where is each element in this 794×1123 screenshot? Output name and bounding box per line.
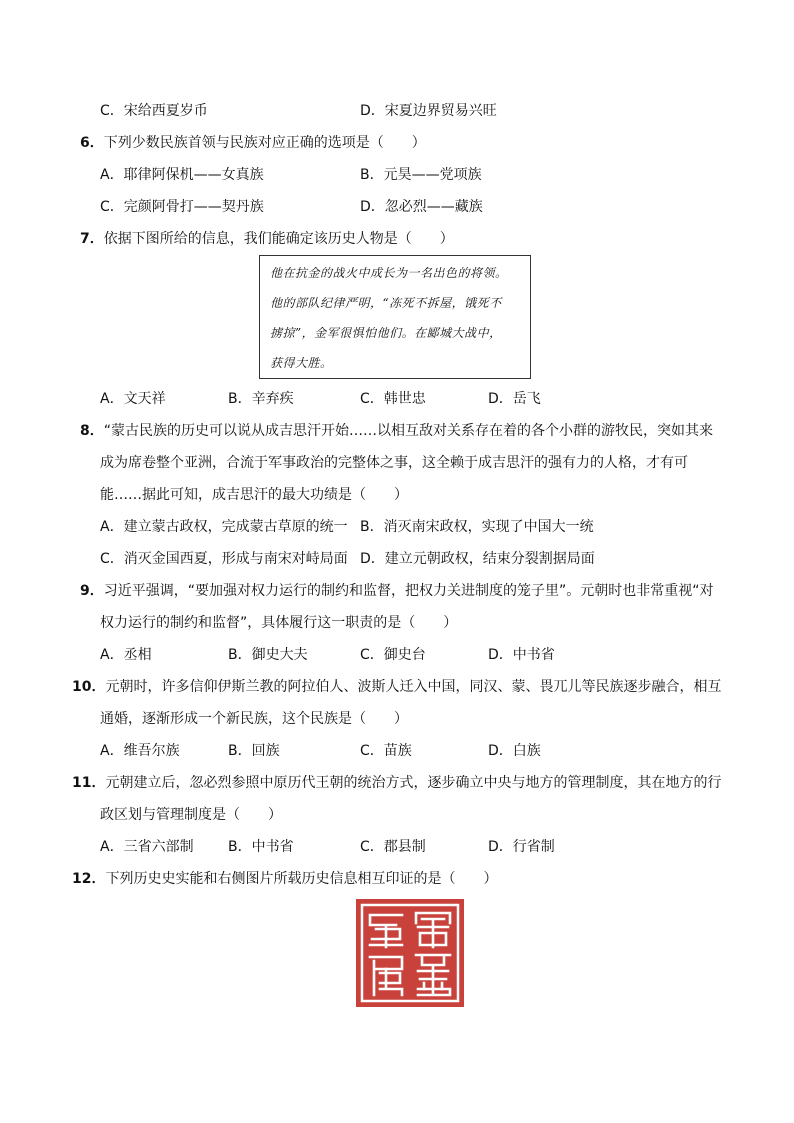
q7-option-b: B．辛弃疾 bbox=[228, 391, 294, 407]
q9-stem-line2: 权力运行的制约和监督”，具体履行这一职责的是（ ） bbox=[100, 615, 458, 631]
q10-option-d: D．白族 bbox=[488, 743, 541, 759]
q11-stem-line2: 政区划与管理制度是（ ） bbox=[100, 807, 282, 823]
q8-option-a: A．建立蒙古政权，完成蒙古草原的统一 bbox=[100, 519, 348, 535]
q8-option-b: B．消灭南宋政权，实现了中国大一统 bbox=[360, 519, 594, 535]
q11-option-a: A．三省六部制 bbox=[100, 839, 194, 855]
q9-option-d: D．中书省 bbox=[488, 647, 555, 663]
q8-stem-line3: 能……据此可知，成吉思汗的最大功绩是（ ） bbox=[100, 487, 408, 503]
q7-quote-box bbox=[259, 255, 531, 379]
q7-text: 依据下图所给的信息，我们能确定该历史人物是（ ） bbox=[103, 231, 454, 247]
q7-option-d: D．岳飞 bbox=[488, 391, 541, 407]
q12-number: 12． bbox=[72, 871, 106, 887]
q6-number: 6． bbox=[80, 135, 104, 151]
q7-option-a: A．文天祥 bbox=[100, 391, 166, 407]
q6-option-d: D．忽必烈——藏族 bbox=[360, 199, 483, 215]
q9-stem-line1 bbox=[80, 581, 714, 601]
q11-option-b: B．中书省 bbox=[228, 839, 294, 855]
q11-option-d: D．行省制 bbox=[488, 839, 555, 855]
q8-stem-line1 bbox=[80, 421, 713, 441]
q7-quote-line: 掳掠”，金军很惧怕他们。在郾城大战中， bbox=[270, 326, 502, 340]
q7-quote-line: 他的部队纪律严明，“冻死不拆屋，饿死不 bbox=[270, 296, 502, 310]
q8-option-c: C．消灭金国西夏，形成与南宋对峙局面 bbox=[100, 551, 348, 567]
q10-option-c: C．苗族 bbox=[360, 743, 412, 759]
q6-option-a: A．耶律阿保机——女真族 bbox=[100, 167, 264, 183]
q6-stem bbox=[80, 133, 426, 153]
q11-option-c: C．郡县制 bbox=[360, 839, 426, 855]
q9-text: 习近平强调，“要加强对权力运行的制约和监督，把权力关进制度的笼子里”。元朝时也非常重视“对 bbox=[103, 583, 714, 599]
q8-number: 8． bbox=[80, 423, 104, 439]
q6-option-b: B．元昊——党项族 bbox=[360, 167, 482, 183]
q10-option-a: A．维吾尔族 bbox=[100, 743, 180, 759]
q5-option-c: C．宋给西夏岁币 bbox=[100, 103, 208, 119]
q9-number: 9． bbox=[80, 583, 104, 599]
q7-option-c: C．韩世忠 bbox=[360, 391, 426, 407]
q8-text: “蒙古民族的历史可以说从成吉思汗开始……以相互敌对关系存在着的各个小群的游牧民，突如其来 bbox=[103, 423, 714, 439]
q7-quote-line: 他在抗金的战火中成长为一名出色的将领。 bbox=[270, 266, 508, 280]
q8-option-d: D．建立元朝政权，结束分裂割据局面 bbox=[360, 551, 595, 567]
q10-number: 10． bbox=[72, 679, 106, 695]
q5-option-d: D．宋夏边界贸易兴旺 bbox=[360, 103, 497, 119]
q6-option-c: C．完颜阿骨打——契丹族 bbox=[100, 199, 264, 215]
q10-stem-line2: 通婚，逐渐形成一个新民族，这个民族是（ ） bbox=[100, 711, 408, 727]
q7-number: 7． bbox=[80, 231, 104, 247]
q12-text: 下列历史史实能和右侧图片所载历史信息相互印证的是（ ） bbox=[105, 871, 498, 887]
q10-stem-line1 bbox=[72, 677, 721, 697]
q7-stem bbox=[80, 229, 454, 249]
q9-option-b: B．御史大夫 bbox=[228, 647, 308, 663]
q11-stem-line1 bbox=[72, 773, 721, 793]
q9-option-a: A．丞相 bbox=[100, 647, 152, 663]
q10-option-b: B．回族 bbox=[228, 743, 280, 759]
q11-number: 11． bbox=[72, 775, 106, 791]
seal-image bbox=[356, 899, 464, 1007]
q7-quote-line: 获得大胜。 bbox=[270, 356, 333, 370]
q8-stem-line2: 成为席卷整个亚洲，合流于军事政治的完整体之事，这全赖于成吉思汗的强有力的人格，才有可 bbox=[100, 455, 688, 471]
q12-stem bbox=[72, 869, 497, 889]
q9-option-c: C．御史台 bbox=[360, 647, 426, 663]
q10-text: 元朝时，许多信仰伊斯兰教的阿拉伯人、波斯人迁入中国，同汉、蒙、畏兀儿等民族逐步融合，相互 bbox=[105, 679, 722, 695]
q11-text: 元朝建立后，忽必烈参照中原历代王朝的统治方式，逐步确立中央与地方的管理制度，其在地方的行 bbox=[105, 775, 722, 791]
q6-text: 下列少数民族首领与民族对应正确的选项是（ ） bbox=[103, 135, 426, 151]
